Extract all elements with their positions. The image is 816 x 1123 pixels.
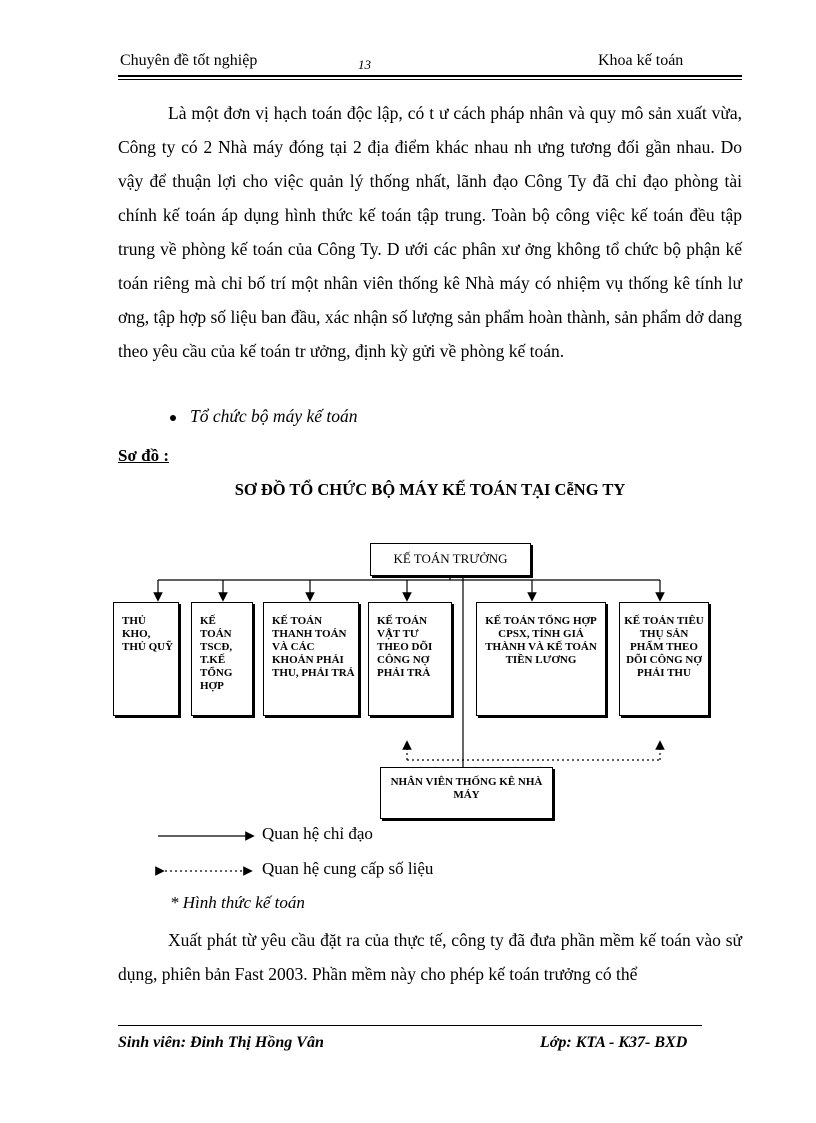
intro-paragraph: Là một đơn vị hạch toán độc lập, có t ư cách pháp nhân và quy mô sản xuất vừa, Công ty có 2 Nhà máy đóng tại 2 địa điểm khác nhau nh ưng tương đối gần nhau. Do vậy để thuận lợi cho việc quản lý thống nhất, lãnh đạo Công Ty đã chỉ đạo phòng tài chính kế toán áp dụng hình thức kế toán tập trung. Toàn bộ công việc kế toán đều tập trung về phòng kế toán của Công Ty. D ưới các phân xư ởng không tổ chức bộ phận kế toán riêng mà chỉ bố trí một nhân viên thống kê Nhà máy có nhiệm vụ thống kê tính lư ơng, tập hợp số liệu ban đầu, xác nhận số lượng sản phẩm hoàn thành, sản phẩm dở dang theo yêu cầu của kế toán tr ưởng, định kỳ gửi về phòng kế toán.	[118, 103, 742, 361]
diagram-title: SƠ ĐỒ TỔ CHỨC BỘ MÁY KẾ TOÁN TẠI CễNG TY	[234, 480, 626, 499]
page-number: 13	[358, 57, 371, 72]
department-box-warehouse: THỦ KHO, THỦ QUỸ	[113, 602, 179, 716]
department-box-sales: KẾ TOÁN TIÊU THỤ SẢN PHẨM THEO DÕI CÔNG NỢ PHẢI THU	[619, 602, 709, 716]
bullet-text: Tổ chức bộ máy kế toán	[190, 406, 358, 426]
department-box-fixed-assets: KẾ TOÁN TSCĐ, T.KẾ TỔNG HỢP	[191, 602, 253, 716]
department-box-materials: KẾ TOÁN VẬT TƯ THEO DÕI CÔNG NỢ PHẢI TRẢ	[368, 602, 452, 716]
header-department: Khoa kế toán	[598, 52, 684, 69]
footer-rule	[118, 1025, 702, 1026]
software-paragraph: Xuất phát từ yêu cầu đặt ra của thực tế, công ty đã đưa phần mềm kế toán vào sử dụng, phiên bản Fast 2003. Phần mềm này cho phép kế toán trưởng có thể	[118, 930, 742, 984]
staff-box: NHÂN VIÊN THỐNG KÊ NHÀ MÁY	[380, 767, 553, 819]
legend-supply: Quan hệ cung cấp số liệu	[262, 859, 434, 878]
header-title: Chuyên đề tốt nghiệp	[120, 52, 258, 69]
chief-accountant-box: KẾ TOÁN TRƯỞNG	[370, 543, 531, 576]
diagram-label: Sơ đồ :	[118, 446, 169, 465]
form-heading: * Hình thức kế toán	[170, 893, 305, 912]
legend-direct: Quan hệ chỉ đạo	[262, 824, 373, 843]
footer-class: Lớp: KTA - K37- BXD	[540, 1034, 688, 1051]
department-box-payments: KẾ TOÁN THANH TOÁN VÀ CÁC KHOẢN PHẢI THU, PHẢI TRẢ	[263, 602, 359, 716]
footer-student: Sinh viên: Đinh Thị Hồng Vân	[118, 1034, 324, 1051]
department-box-cost-payroll: KẾ TOÁN TỔNG HỢP CPSX, TÍNH GIÁ THÀNH VÀ KẾ TOÁN TIỀN LƯƠNG	[476, 602, 606, 716]
